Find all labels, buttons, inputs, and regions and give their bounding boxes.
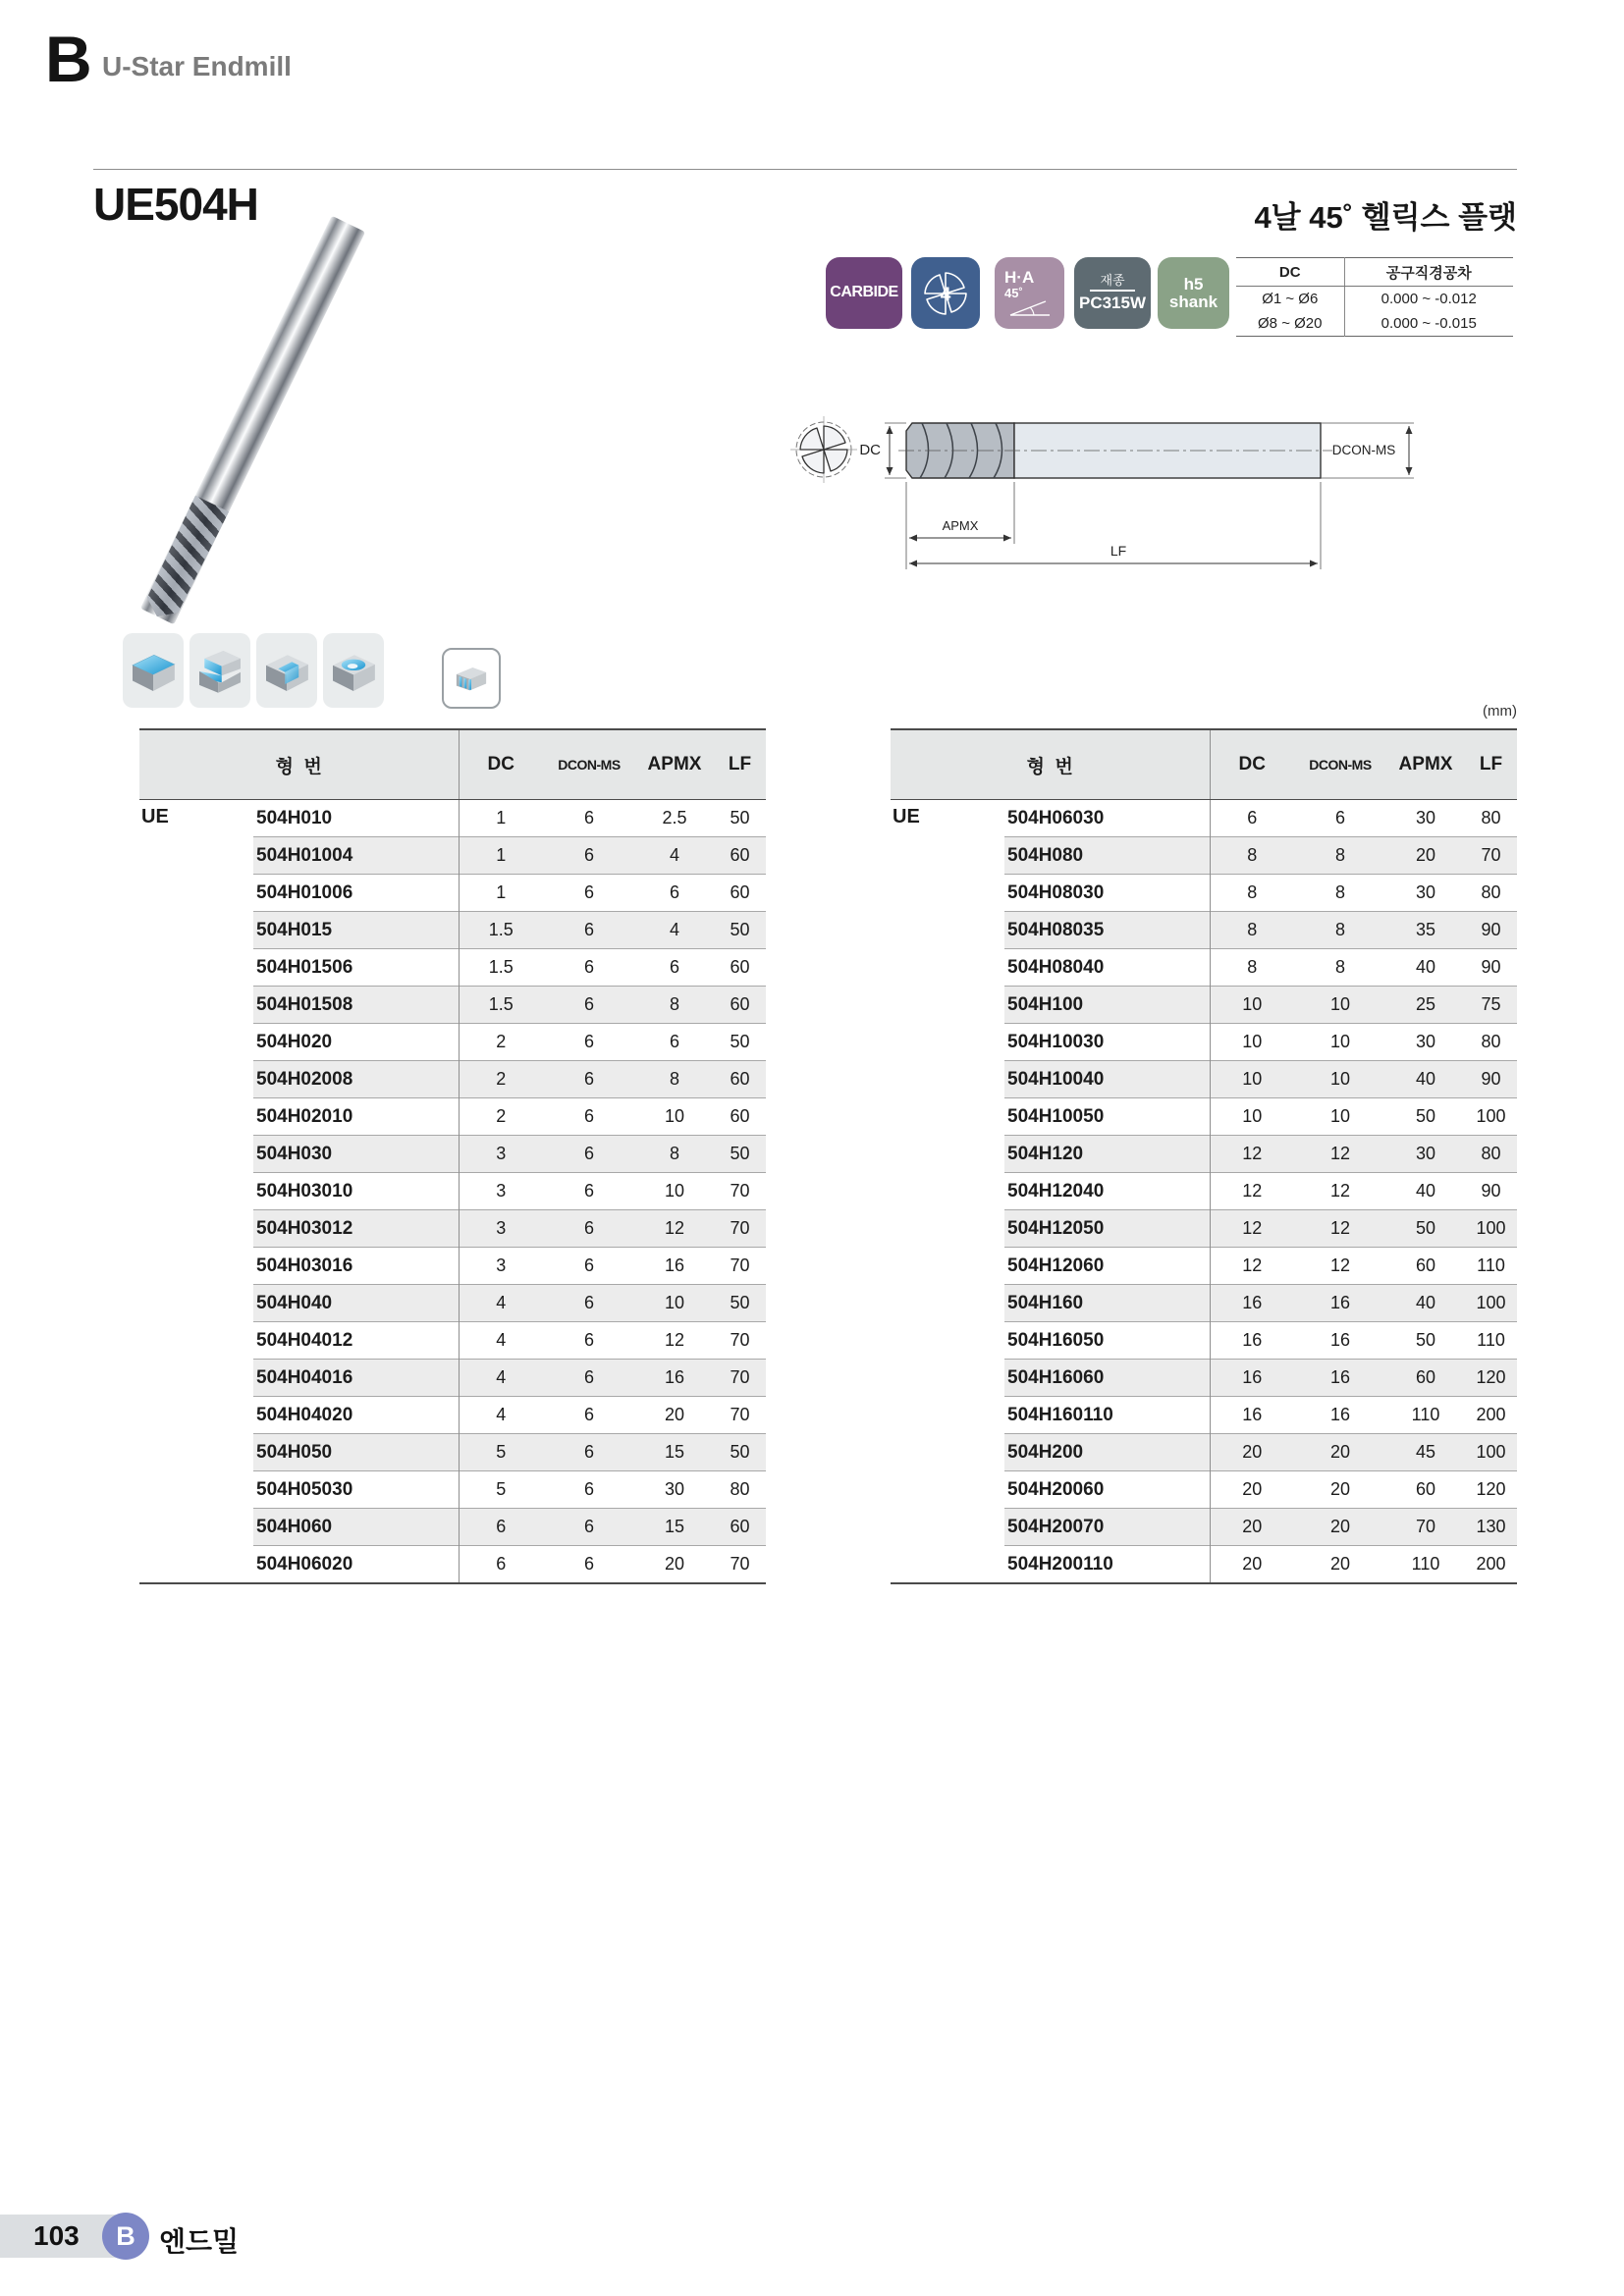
- dc-value: 3: [459, 1248, 543, 1285]
- apmx-value: 40: [1386, 1173, 1465, 1210]
- table-row: [891, 800, 1517, 837]
- dcon-ms-value: 6: [543, 987, 635, 1024]
- dc-value: 6: [459, 1546, 543, 1584]
- series-title: U-Star Endmill: [102, 51, 292, 81]
- lf-value: 60: [714, 949, 766, 987]
- apmx-value: 4: [635, 837, 714, 875]
- header-dcon-ms: DCON-MS: [1294, 729, 1386, 800]
- dcon-ms-value: 6: [583, 808, 594, 828]
- diameter-range: Ø8 ~ Ø20: [1258, 315, 1323, 332]
- apmx-value: 60: [1386, 1360, 1465, 1397]
- header-dc: DC: [459, 729, 543, 800]
- model-number: 504H10050: [1004, 1098, 1210, 1136]
- dcon-ms-value: 6: [543, 912, 635, 949]
- lf-value: 70: [714, 1546, 766, 1584]
- dcon-ms-value: 8: [1294, 837, 1386, 875]
- model-number: 504H160: [1004, 1285, 1210, 1322]
- dc-value: 20: [1210, 1509, 1294, 1546]
- model-number: 504H050: [253, 1434, 459, 1471]
- dc-value: 6: [1210, 800, 1294, 837]
- dc-value: 1.5: [459, 987, 543, 1024]
- dc-value: 4: [459, 1322, 543, 1360]
- app-icon-slotting: [256, 633, 317, 708]
- model-number: 504H10030: [1004, 1024, 1210, 1061]
- lf-value: 50: [714, 1434, 766, 1471]
- dcon-ms-value: 8: [1294, 949, 1386, 987]
- model-number: 504H08040: [1004, 949, 1210, 987]
- header-apmx: APMX: [1386, 729, 1465, 800]
- apmx-value: 60: [1386, 1471, 1465, 1509]
- dc-value: 4: [459, 1360, 543, 1397]
- model-number: 504H16050: [1004, 1322, 1210, 1360]
- model-number: 504H12050: [1004, 1210, 1210, 1248]
- model-number: 504H03012: [253, 1210, 459, 1248]
- apmx-label: APMX: [942, 518, 979, 533]
- model-number: 504H04020: [253, 1397, 459, 1434]
- dc-value: 3: [459, 1173, 543, 1210]
- lf-value: 60: [714, 1098, 766, 1136]
- tolerance-value: 0.000 ~ -0.012: [1344, 287, 1513, 312]
- model-number: 504H04012: [253, 1322, 459, 1360]
- dc-value: 1: [459, 800, 543, 837]
- footer-section-label: 엔드밀: [159, 2226, 240, 2257]
- helix-badge: [995, 257, 1064, 329]
- model-number: 504H02010: [253, 1098, 459, 1136]
- end-view: [790, 416, 857, 483]
- apmx-value: 50: [1386, 1098, 1465, 1136]
- apmx-value: 12: [635, 1322, 714, 1360]
- apmx-value: 8: [635, 987, 714, 1024]
- apmx-value: 10: [635, 1098, 714, 1136]
- lf-value: 50: [714, 1285, 766, 1322]
- model-number: 504H12040: [1004, 1173, 1210, 1210]
- model-number: 504H120: [1004, 1136, 1210, 1173]
- lf-value: 70: [714, 1322, 766, 1360]
- apmx-value: 15: [635, 1434, 714, 1471]
- model-number: 504H200: [1004, 1434, 1210, 1471]
- dc-value: 6: [459, 1509, 543, 1546]
- lf-label: LF: [1110, 543, 1127, 559]
- apmx-value: 8: [635, 1136, 714, 1173]
- lf-value: 90: [1465, 1173, 1517, 1210]
- lf-value: 80: [1465, 875, 1517, 912]
- dc-value: 20: [1210, 1434, 1294, 1471]
- lf-value: 100: [1465, 1210, 1517, 1248]
- model-number: 504H080: [1004, 837, 1210, 875]
- dc-value: 16: [1210, 1360, 1294, 1397]
- model-number: 504H10040: [1004, 1061, 1210, 1098]
- tolerance-value: 0.000 ~ -0.015: [1344, 311, 1513, 337]
- endmill-shank-photo: [140, 216, 365, 625]
- lf-value: 50: [714, 1136, 766, 1173]
- app-icon-facing: [123, 633, 184, 708]
- product-photo: [39, 196, 471, 648]
- apmx-value: 110: [1386, 1546, 1465, 1584]
- lf-value: 60: [714, 875, 766, 912]
- lf-value: 100: [1465, 1434, 1517, 1471]
- model-number: 504H01506: [253, 949, 459, 987]
- lf-value: 50: [714, 912, 766, 949]
- apmx-value: 30: [1415, 808, 1436, 828]
- dcon-ms-value: 10: [1294, 1024, 1386, 1061]
- dc-value: 12: [1210, 1210, 1294, 1248]
- tolerance-row: [1236, 287, 1513, 312]
- apmx-value: 6: [635, 949, 714, 987]
- helix-label: H·A: [1004, 267, 1035, 287]
- lf-value: 70: [714, 1397, 766, 1434]
- apmx-value: 16: [635, 1248, 714, 1285]
- apmx-value: 20: [635, 1546, 714, 1584]
- dcon-ms-value: 6: [543, 949, 635, 987]
- header-divider: [93, 169, 1517, 170]
- dc-value: 16: [1210, 1322, 1294, 1360]
- lf-value: 70: [714, 1173, 766, 1210]
- dc-value: 8: [1210, 837, 1294, 875]
- apmx-value: 25: [1386, 987, 1465, 1024]
- apmx-value: 50: [1386, 1322, 1465, 1360]
- dcon-ms-value: 16: [1294, 1360, 1386, 1397]
- header-apmx: APMX: [635, 729, 714, 800]
- apmx-value: 2.5: [662, 808, 687, 828]
- apmx-value: 12: [635, 1210, 714, 1248]
- tolerance-row: [1236, 311, 1513, 337]
- apmx-value: 45: [1386, 1434, 1465, 1471]
- dcon-ms-value: 16: [1294, 1397, 1386, 1434]
- endmill-flutes-photo: [140, 496, 229, 625]
- dcon-ms-value: 12: [1294, 1173, 1386, 1210]
- model-number: 504H100: [1004, 987, 1210, 1024]
- apmx-value: 40: [1386, 949, 1465, 987]
- flute-count: 4: [940, 284, 951, 305]
- dc-value: 8: [1210, 949, 1294, 987]
- dcon-ms-value: 6: [543, 1024, 635, 1061]
- footer-section-badge: B: [102, 2213, 149, 2260]
- model-number: 504H060: [253, 1509, 459, 1546]
- lf-value: 70: [714, 1210, 766, 1248]
- model-number: 504H030: [253, 1136, 459, 1173]
- model-number: 504H20060: [1004, 1471, 1210, 1509]
- lf-value: 70: [714, 1360, 766, 1397]
- dc-value: 5: [459, 1434, 543, 1471]
- apmx-value: 20: [1386, 837, 1465, 875]
- model-number: 504H20070: [1004, 1509, 1210, 1546]
- lf-value: 50: [730, 808, 750, 828]
- app-icon-shoulder-milling: [189, 633, 250, 708]
- apmx-value: 8: [635, 1061, 714, 1098]
- apmx-value: 10: [635, 1285, 714, 1322]
- dcon-ms-value: 12: [1294, 1248, 1386, 1285]
- dcon-ms-value: 6: [543, 1173, 635, 1210]
- apmx-value: 30: [1386, 1136, 1465, 1173]
- flute-cross-section-icon: [918, 266, 973, 321]
- model-number: 504H05030: [253, 1471, 459, 1509]
- model-number: 504H160110: [1004, 1397, 1210, 1434]
- dc-value: 12: [1210, 1173, 1294, 1210]
- lf-value: 110: [1465, 1248, 1517, 1285]
- lf-value: 200: [1465, 1546, 1517, 1584]
- dc-value: 10: [1210, 1061, 1294, 1098]
- carbide-label: CARBIDE: [830, 284, 898, 301]
- model-number: 504H01004: [253, 837, 459, 875]
- dc-value: 2: [459, 1024, 543, 1061]
- dc-value: 1: [459, 837, 543, 875]
- header-lf: LF: [714, 729, 766, 800]
- model-number: 504H010: [256, 807, 333, 828]
- series-prefix: UE: [139, 800, 253, 1584]
- lf-value: 60: [714, 987, 766, 1024]
- dc-value: 4: [459, 1285, 543, 1322]
- lf-value: 200: [1465, 1397, 1517, 1434]
- model-number: 504H12060: [1004, 1248, 1210, 1285]
- helix-angle: 45˚: [1004, 285, 1023, 300]
- lf-value: 90: [1465, 1061, 1517, 1098]
- grade-divider: [1090, 290, 1135, 292]
- page-number: 103: [33, 2220, 80, 2251]
- flute-count-badge: [911, 257, 980, 329]
- technical-drawing: [781, 389, 1517, 575]
- apmx-value: 40: [1386, 1061, 1465, 1098]
- dcon-ms-value: 10: [1294, 1061, 1386, 1098]
- model-number: 504H02008: [253, 1061, 459, 1098]
- angle-icon: [1008, 299, 1052, 317]
- dcon-ms-value: 10: [1294, 987, 1386, 1024]
- lf-value: 60: [714, 1509, 766, 1546]
- dcon-ms-value: 6: [543, 837, 635, 875]
- dc-value: 20: [1210, 1546, 1294, 1584]
- header-model: 형 번: [891, 729, 1210, 800]
- dcon-ms-value: 6: [543, 1210, 635, 1248]
- product-subtitle: 4날 45˚ 헬릭스 플랫: [1254, 200, 1517, 235]
- dcon-ms-value: 6: [543, 1098, 635, 1136]
- dcon-ms-value: 12: [1294, 1210, 1386, 1248]
- model-number: 504H200110: [1004, 1546, 1210, 1584]
- lf-value: 60: [714, 1061, 766, 1098]
- dcon-ms-value: 20: [1294, 1509, 1386, 1546]
- app-icon-pocketing: [323, 633, 384, 708]
- header-dc: DC: [1210, 729, 1294, 800]
- dcon-ms-value: 8: [1294, 875, 1386, 912]
- lf-value: 90: [1465, 949, 1517, 987]
- spec-header-row: [139, 729, 766, 800]
- lf-value: 75: [1465, 987, 1517, 1024]
- model-number: 504H040: [253, 1285, 459, 1322]
- lf-value: 90: [1465, 912, 1517, 949]
- apmx-value: 20: [635, 1397, 714, 1434]
- model-number: 504H06020: [253, 1546, 459, 1584]
- lf-value: 120: [1465, 1360, 1517, 1397]
- spec-table-right: [891, 728, 1517, 1584]
- apmx-value: 110: [1386, 1397, 1465, 1434]
- dcon-ms-value: 6: [543, 1434, 635, 1471]
- dcon-ms-value: 10: [1294, 1098, 1386, 1136]
- lf-value: 80: [714, 1471, 766, 1509]
- dcon-ms-value: 6: [1334, 808, 1345, 828]
- lf-value: 70: [714, 1248, 766, 1285]
- dcon-ms-value: 6: [543, 1471, 635, 1509]
- model-number: 504H01508: [253, 987, 459, 1024]
- tolerance-table: [1236, 257, 1513, 337]
- dc-value: 10: [1210, 1098, 1294, 1136]
- header-lf: LF: [1465, 729, 1517, 800]
- dc-value: 3: [459, 1210, 543, 1248]
- model-number: 504H020: [253, 1024, 459, 1061]
- tolerance-col-dc: DC: [1236, 258, 1344, 287]
- header-model: 형 번: [139, 729, 459, 800]
- apmx-value: 6: [635, 875, 714, 912]
- dcon-ms-value: 8: [1294, 912, 1386, 949]
- dc-value: 1.5: [459, 912, 543, 949]
- dcon-ms-value: 6: [543, 1509, 635, 1546]
- lf-value: 120: [1465, 1471, 1517, 1509]
- dc-value: 1.5: [459, 949, 543, 987]
- side-view: [898, 423, 1332, 478]
- dc-value: 8: [1210, 875, 1294, 912]
- dcon-ms-value: 20: [1294, 1434, 1386, 1471]
- grade-badge: [1074, 257, 1151, 329]
- dc-value: 16: [1210, 1397, 1294, 1434]
- model-number: 504H08035: [1004, 912, 1210, 949]
- dcon-ms-value: 12: [1294, 1136, 1386, 1173]
- dc-value: 4: [459, 1397, 543, 1434]
- apmx-value: 4: [635, 912, 714, 949]
- apmx-value: 6: [635, 1024, 714, 1061]
- dcon-ms-value: 6: [543, 875, 635, 912]
- lf-value: 60: [714, 837, 766, 875]
- lf-value: 70: [1465, 837, 1517, 875]
- dc-value: 10: [1210, 1024, 1294, 1061]
- dcon-ms-value: 6: [543, 1546, 635, 1584]
- dc-value: 1: [459, 875, 543, 912]
- dc-value: 5: [459, 1471, 543, 1509]
- dcon-ms-value: 6: [543, 1285, 635, 1322]
- section-logo: B: [45, 23, 90, 95]
- tolerance-header-row: [1236, 258, 1513, 287]
- lf-value: 110: [1465, 1322, 1517, 1360]
- dcon-ms-value: 16: [1294, 1285, 1386, 1322]
- series-prefix: UE: [891, 800, 1004, 1584]
- dcon-ms-value: 6: [543, 1248, 635, 1285]
- apmx-value: 10: [635, 1173, 714, 1210]
- dcon-ms-value: 20: [1294, 1546, 1386, 1584]
- dcon-ms-value: 6: [543, 1322, 635, 1360]
- apmx-value: 40: [1386, 1285, 1465, 1322]
- dc-value: 12: [1210, 1136, 1294, 1173]
- dc-value: 2: [459, 1098, 543, 1136]
- dc-value: 2: [459, 1061, 543, 1098]
- apmx-value: 70: [1386, 1509, 1465, 1546]
- dcon-ms-value: 6: [543, 1360, 635, 1397]
- dcon-ms-value: 16: [1294, 1322, 1386, 1360]
- apmx-value: 60: [1386, 1248, 1465, 1285]
- apmx-value: 30: [1386, 875, 1465, 912]
- header-dcon-ms: DCON-MS: [543, 729, 635, 800]
- apmx-dimension: [906, 482, 1014, 544]
- lf-value: 100: [1465, 1098, 1517, 1136]
- spec-table-left: [139, 728, 766, 1584]
- model-number: 504H01006: [253, 875, 459, 912]
- unit-note: (mm): [1483, 703, 1517, 720]
- spec-header-row: [891, 729, 1517, 800]
- dcon-ms-value: 20: [1294, 1471, 1386, 1509]
- dc-value: 8: [1210, 912, 1294, 949]
- shank-tolerance: h5: [1183, 274, 1204, 294]
- shank-badge: [1158, 257, 1229, 329]
- dc-value: 3: [459, 1136, 543, 1173]
- dc-value: 20: [1210, 1471, 1294, 1509]
- dc-value: 16: [1210, 1285, 1294, 1322]
- tolerance-col-tolerance: 공구직경공차: [1344, 258, 1513, 287]
- apmx-value: 15: [635, 1509, 714, 1546]
- lf-value: 50: [714, 1024, 766, 1061]
- app-icon-profiling: [442, 648, 501, 709]
- dc-label: DC: [859, 442, 881, 458]
- dc-value: 10: [1210, 987, 1294, 1024]
- grade-value: PC315W: [1078, 294, 1147, 313]
- dcon-ms-value: 6: [543, 1061, 635, 1098]
- apmx-value: 30: [1386, 1024, 1465, 1061]
- page-title: UE504H: [93, 179, 258, 230]
- apmx-value: 50: [1386, 1210, 1465, 1248]
- carbide-badge: [826, 257, 902, 329]
- dcon-label: DCON-MS: [1331, 443, 1396, 457]
- apmx-value: 35: [1386, 912, 1465, 949]
- dcon-ms-value: 6: [543, 1397, 635, 1434]
- model-number: 504H015: [253, 912, 459, 949]
- model-number: 504H04016: [253, 1360, 459, 1397]
- dcon-ms-value: 6: [543, 1136, 635, 1173]
- lf-value: 80: [1465, 1024, 1517, 1061]
- model-number: 504H03016: [253, 1248, 459, 1285]
- lf-value: 80: [1465, 1136, 1517, 1173]
- model-number: 504H16060: [1004, 1360, 1210, 1397]
- lf-value: 100: [1465, 1285, 1517, 1322]
- lf-value: 80: [1481, 808, 1501, 828]
- diameter-range: Ø1 ~ Ø6: [1262, 291, 1319, 307]
- grade-label: 재종: [1100, 272, 1125, 288]
- model-number: 504H03010: [253, 1173, 459, 1210]
- model-number: 504H08030: [1004, 875, 1210, 912]
- shank-label: shank: [1168, 292, 1218, 311]
- model-number: 504H06030: [1007, 807, 1105, 828]
- apmx-value: 16: [635, 1360, 714, 1397]
- table-row: [139, 800, 766, 837]
- dc-value: 12: [1210, 1248, 1294, 1285]
- apmx-value: 30: [635, 1471, 714, 1509]
- lf-value: 130: [1465, 1509, 1517, 1546]
